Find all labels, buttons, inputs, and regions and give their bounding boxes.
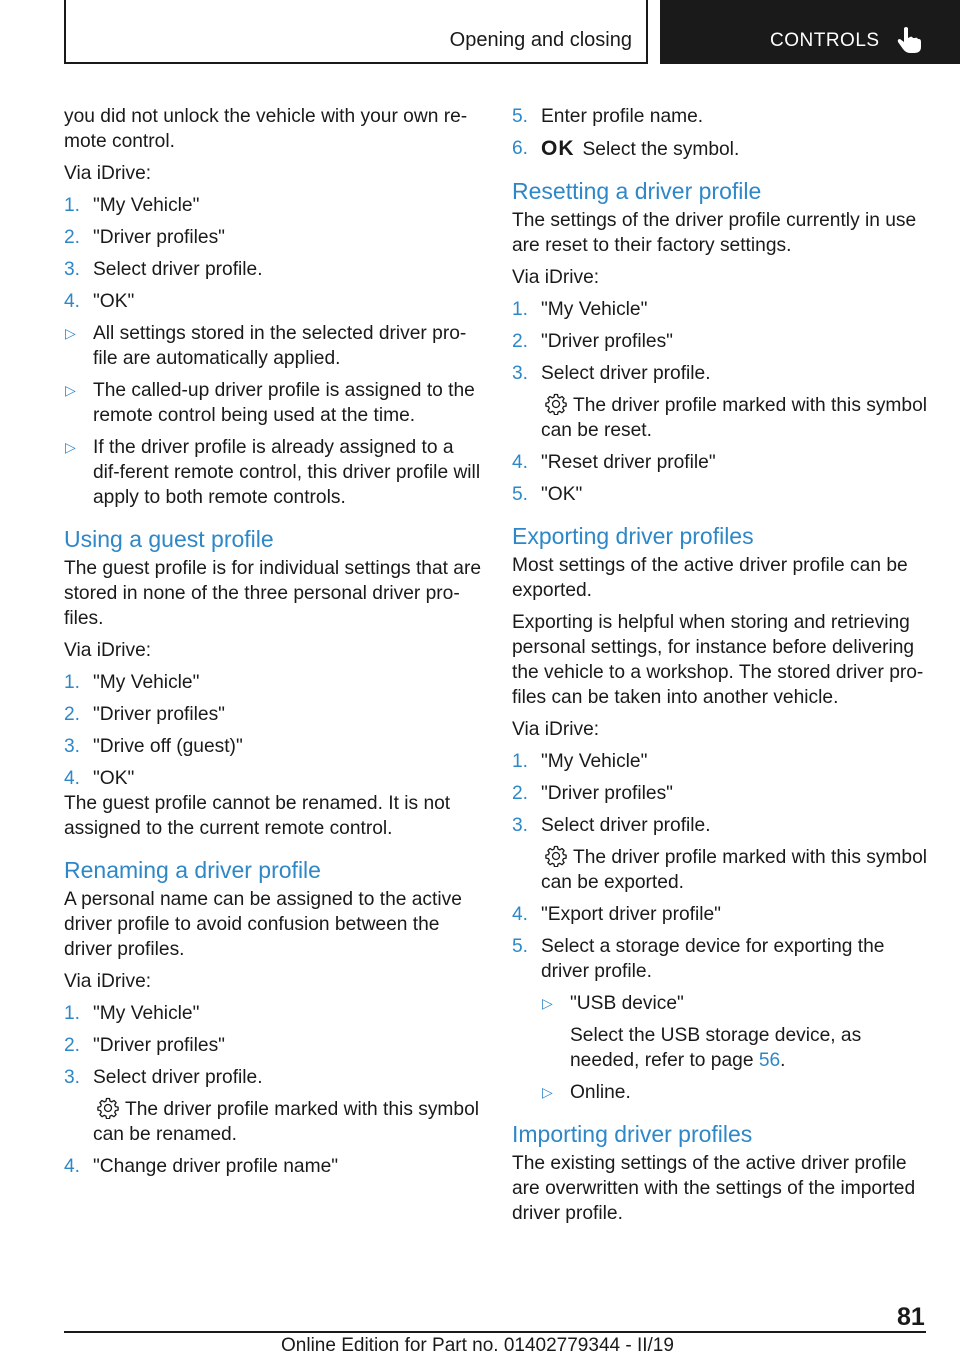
header-chapter-box	[660, 0, 960, 64]
step-number: 3.	[512, 363, 529, 384]
hand-pointer-icon	[897, 26, 923, 54]
step-number: 3.	[64, 736, 81, 757]
step-text: "My Vehicle"	[541, 751, 648, 772]
left-column	[64, 104, 484, 1186]
note-text-end: .	[780, 1050, 786, 1071]
step-text: "Driver profiles"	[93, 227, 225, 248]
triangle-bullet-icon: ▷	[65, 382, 76, 398]
step-text: "My Vehicle"	[93, 1003, 200, 1024]
bullet-item	[64, 435, 484, 510]
step-text: Select a storage device for exporting the driver profile.	[541, 936, 885, 982]
step-number: 4.	[512, 904, 529, 925]
step-number: 5.	[512, 936, 529, 957]
steps-list-4	[512, 297, 932, 507]
list-item	[512, 136, 932, 162]
export-paragraph-1: Most settings of the active driver profile can be exported.	[512, 555, 908, 601]
step-number: 5.	[512, 106, 529, 127]
step-text: Select driver profile.	[541, 815, 711, 836]
step-number: 2.	[64, 704, 81, 725]
list-item	[512, 813, 932, 838]
list-item	[512, 361, 932, 386]
step-number: 6.	[512, 138, 529, 159]
step-number: 4.	[64, 1156, 81, 1177]
gear-icon	[97, 1097, 119, 1119]
import-paragraph: The existing settings of the active driver profile are overwritten with the settings of the imported driver profile.	[512, 1153, 916, 1224]
list-item	[512, 482, 932, 507]
bullet-item	[64, 378, 484, 428]
right-column	[512, 104, 932, 1233]
step-number: 2.	[64, 227, 81, 248]
list-item	[512, 781, 932, 806]
list-item	[64, 1065, 484, 1090]
ok-symbol-icon: OK	[541, 137, 575, 160]
note-text: The driver profile marked with this symbol can be exported.	[541, 847, 928, 893]
list-item	[64, 1001, 484, 1026]
symbol-note	[512, 393, 932, 443]
header-section-box	[64, 0, 648, 64]
list-item	[512, 749, 932, 774]
bullet-item	[512, 991, 932, 1016]
usb-note	[512, 1023, 932, 1073]
step-number: 2.	[512, 783, 529, 804]
triangle-bullet-icon: ▷	[542, 1084, 553, 1100]
via-idrive-label: Via iDrive:	[64, 971, 152, 992]
step-text: "My Vehicle"	[541, 299, 648, 320]
list-item	[512, 902, 932, 927]
step-number: 4.	[64, 291, 81, 312]
step-number: 1.	[512, 751, 529, 772]
list-item	[64, 702, 484, 727]
step-text: Select the symbol.	[582, 139, 740, 160]
bullet-text: Online.	[570, 1082, 631, 1103]
step-text: "OK"	[93, 291, 135, 312]
bullet-text: All settings stored in the selected driver pro-file are automatically applied.	[93, 323, 467, 369]
via-idrive-label: Via iDrive:	[512, 719, 600, 740]
bullet-item	[64, 321, 484, 371]
triangle-bullet-icon: ▷	[65, 439, 76, 455]
page-number: 81	[897, 1303, 925, 1331]
list-item	[512, 297, 932, 322]
step-text: Select driver profile.	[93, 259, 263, 280]
heading-import-profiles: Importing driver profiles	[512, 1121, 753, 1147]
gear-icon	[545, 845, 567, 867]
step-number: 5.	[512, 484, 529, 505]
intro-paragraph: you did not unlock the vehicle with your own re-mote control.	[64, 106, 468, 152]
heading-rename-profile: Renaming a driver profile	[64, 857, 321, 883]
list-item	[64, 1154, 484, 1179]
step-number: 2.	[64, 1035, 81, 1056]
step-text: Select driver profile.	[541, 363, 711, 384]
step-text: "Reset driver profile"	[541, 452, 716, 473]
bullet-text: "USB device"	[570, 993, 684, 1014]
header-section-title: Opening and closing	[449, 29, 632, 51]
guest-note: The guest profile cannot be renamed. It is not assigned to the current remote control.	[64, 793, 451, 839]
step-text: "My Vehicle"	[93, 195, 200, 216]
list-item	[64, 289, 484, 314]
steps-list-1	[64, 193, 484, 510]
header-chapter-title: CONTROLS	[770, 30, 880, 51]
steps-list-2	[64, 670, 484, 791]
step-text: "My Vehicle"	[93, 672, 200, 693]
symbol-note	[64, 1097, 484, 1147]
step-text: Select driver profile.	[93, 1067, 263, 1088]
list-item	[512, 329, 932, 354]
reset-paragraph: The settings of the driver profile currently in use are reset to their factory settings.	[512, 210, 917, 256]
steps-list-3	[64, 1001, 484, 1179]
guest-paragraph: The guest profile is for individual settings that are stored in none of the three personal driver pro-files.	[64, 558, 482, 629]
list-item	[512, 450, 932, 475]
footer-edition: Online Edition for Part no. 01402779344 - II/19	[281, 1335, 674, 1356]
step-text: "Driver profiles"	[541, 331, 673, 352]
step-text: "Export driver profile"	[541, 904, 721, 925]
via-idrive-label: Via iDrive:	[512, 267, 600, 288]
step-text: "Change driver profile name"	[93, 1156, 339, 1177]
step-number: 1.	[64, 1003, 81, 1024]
steps-list-5	[512, 749, 932, 1105]
triangle-bullet-icon: ▷	[542, 995, 553, 1011]
step-number: 3.	[64, 259, 81, 280]
list-item	[512, 934, 932, 984]
via-idrive-label: Via iDrive:	[64, 163, 152, 184]
step-number: 4.	[512, 452, 529, 473]
list-item	[64, 670, 484, 695]
heading-reset-profile: Resetting a driver profile	[512, 178, 762, 204]
symbol-note	[512, 845, 932, 895]
step-number: 3.	[512, 815, 529, 836]
list-item	[64, 766, 484, 791]
list-item	[64, 193, 484, 218]
list-item	[64, 734, 484, 759]
note-text: The driver profile marked with this symbol can be reset.	[541, 395, 928, 441]
gear-icon	[545, 393, 567, 415]
page-link[interactable]: 56	[758, 1050, 781, 1071]
note-text: Select the USB storage device, as needed, refer to page	[570, 1025, 862, 1071]
heading-guest-profile: Using a guest profile	[64, 526, 274, 552]
note-text: The driver profile marked with this symbol can be renamed.	[93, 1099, 480, 1145]
step-text: "Drive off (guest)"	[93, 736, 243, 757]
step-number: 2.	[512, 331, 529, 352]
steps-list-continued	[512, 104, 932, 162]
bullet-item	[512, 1080, 932, 1105]
step-text: "Driver profiles"	[93, 1035, 225, 1056]
step-number: 4.	[64, 768, 81, 789]
export-paragraph-2: Exporting is helpful when storing and retrieving personal settings, for instance before delivering the vehicle to a workshop. The stored driver pro-files can be taken into another vehicle.	[512, 612, 924, 708]
step-text: "Driver profiles"	[541, 783, 673, 804]
bullet-text: The called-up driver profile is assigned to the remote control being used at the time.	[93, 380, 475, 426]
bullet-text: If the driver profile is already assigned to a dif-ferent remote control, this driver profile will apply to both remote controls.	[93, 437, 481, 508]
step-text: "Driver profiles"	[93, 704, 225, 725]
list-item	[64, 1033, 484, 1058]
list-item	[512, 104, 932, 129]
triangle-bullet-icon: ▷	[65, 325, 76, 341]
list-item	[64, 225, 484, 250]
step-number: 1.	[64, 195, 81, 216]
list-item	[64, 257, 484, 282]
rename-paragraph: A personal name can be assigned to the active driver profile to avoid confusion between the driver profiles.	[64, 889, 462, 960]
step-number: 3.	[64, 1067, 81, 1088]
step-text: "OK"	[541, 484, 583, 505]
step-number: 1.	[64, 672, 81, 693]
step-number: 1.	[512, 299, 529, 320]
via-idrive-label: Via iDrive:	[64, 640, 152, 661]
footer-divider	[64, 1331, 926, 1333]
step-text: Enter profile name.	[541, 106, 704, 127]
heading-export-profiles: Exporting driver profiles	[512, 523, 754, 549]
step-text: "OK"	[93, 768, 135, 789]
